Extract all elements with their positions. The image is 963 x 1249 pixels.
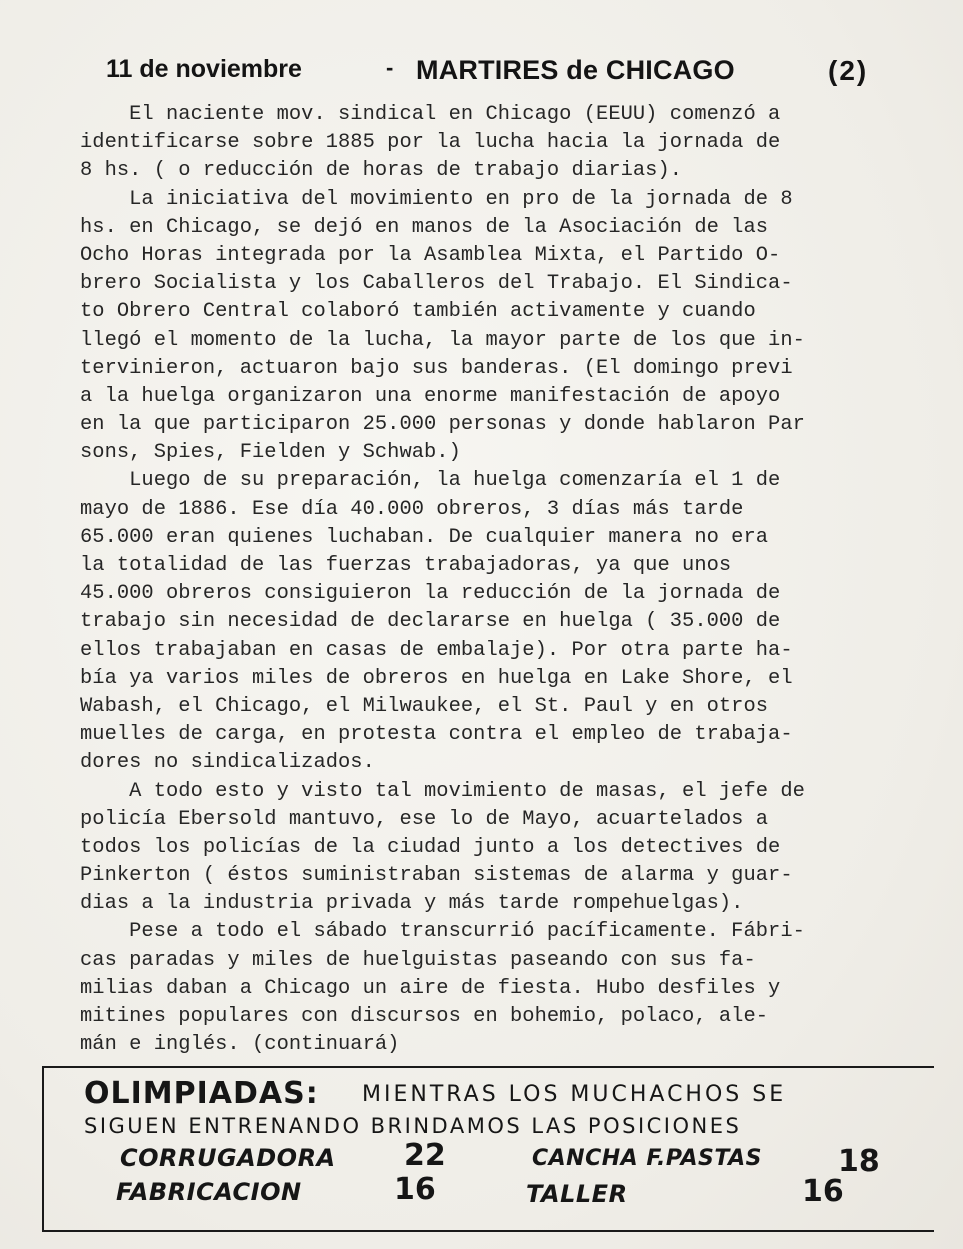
olimpiadas-heading: OLIMPIADAS: (84, 1076, 319, 1111)
text-line: sons, Spies, Fielden y Schwab.) (80, 441, 461, 465)
text-line: Ocho Horas integrada por la Asamblea Mixta, el Partido O- (80, 243, 781, 267)
text-line: to Obrero Central colaboró también activamente y cuando (80, 300, 756, 324)
olimpiadas-box (42, 1066, 934, 1232)
text-line: mayo de 1886. Ese día 40.000 obreros, 3 días más tarde (80, 497, 744, 521)
standing-team: TALLER (526, 1180, 628, 1208)
text-line: dias a la industria privada y más tarde rompehuelgas). (80, 892, 744, 916)
standing-points: 16 (802, 1174, 844, 1209)
olimpiadas-text-line2: SIGUEN ENTRENANDO BRINDAMOS LAS POSICIONES (84, 1114, 742, 1138)
text-line: trabajo sin necesidad de declararse en huelga ( 35.000 de (80, 610, 781, 634)
text-line: a la huelga organizaron una enorme manifestación de apoyo (80, 384, 781, 408)
text-line: 65.000 eran quienes luchaban. De cualquier manera no era (80, 525, 769, 549)
standing-team: CANCHA F.PASTAS (532, 1146, 763, 1171)
text-line: tervinieron, actuaron bajo sus banderas. (El domingo previ (80, 356, 793, 380)
text-line: La iniciativa del movimiento en pro de la jornada de 8 (80, 187, 793, 211)
text-line: 45.000 obreros consiguieron la reducción de la jornada de (80, 582, 781, 606)
standing-points: 16 (394, 1172, 436, 1207)
text-line: identificarse sobre 1885 por la lucha hacia la jornada de (80, 131, 781, 155)
text-line: cas paradas y miles de huelguistas paseando con sus fa- (80, 948, 756, 972)
text-line: Pinkerton ( éstos suministraban sistemas de alarma y guar- (80, 864, 793, 888)
text-line: la totalidad de las fuerzas trabajadoras, ya que unos (80, 554, 732, 577)
title-separator: - (386, 55, 394, 80)
text-line: mitines populares con discursos en bohemio, polaco, ale- (80, 1005, 769, 1028)
article-body (80, 101, 915, 1059)
standing-team: CORRUGADORA (120, 1144, 336, 1172)
standing-team: FABRICACION (116, 1178, 302, 1206)
olimpiadas-text-line1: MIENTRAS LOS MUCHACHOS SE (362, 1082, 787, 1107)
title-main: MARTIRES de CHICAGO (416, 55, 735, 85)
text-line: brero Socialista y los Caballeros del Trabajo. El Sindica- (80, 272, 793, 296)
text-line: El naciente mov. sindical en Chicago (EEUU) comenzó a (80, 103, 781, 126)
standing-points: 18 (838, 1144, 880, 1179)
text-line: policía Ebersold mantuvo, ese lo de Mayo, acuartelados a (80, 807, 769, 831)
title-page-number: (2) (828, 55, 869, 86)
text-line: A todo esto y visto tal movimiento de masas, el jefe de (80, 779, 805, 803)
text-line: Pese a todo el sábado transcurrió pacíficamente. Fábri- (80, 920, 805, 944)
standing-points: 22 (404, 1138, 446, 1173)
text-line: en la que participaron 25.000 personas y donde hablaron Par (80, 413, 805, 437)
text-line: llegó el momento de la lucha, la mayor parte de los que in- (80, 328, 805, 352)
text-line: todos los policías de la ciudad junto a los detectives de (80, 835, 781, 859)
title-date: 11 de noviembre (106, 55, 302, 83)
text-line: hs. en Chicago, se dejó en manos de la Asociación de las (80, 215, 769, 239)
text-line: bía ya varios miles de obreros en huelga en Lake Shore, el (80, 666, 793, 690)
page-title (106, 55, 906, 95)
text-line: Wabash, el Chicago, el Milwaukee, el St. Paul y en otros (80, 694, 769, 718)
text-line: milias daban a Chicago un aire de fiesta. Hubo desfiles y (80, 976, 781, 1000)
text-line: dores no sindicalizados. (80, 751, 375, 775)
text-line: 8 hs. ( o reducción de horas de trabajo diarias). (80, 159, 683, 183)
text-line: muelles de carga, en protesta contra el empleo de trabaja- (80, 723, 793, 747)
text-line: mán e inglés. (continuará) (80, 1033, 400, 1057)
text-line: Luego de su preparación, la huelga comenzaría el 1 de (80, 469, 781, 493)
text-line: ellos trabajaban en casas de embalaje). Por otra parte ha- (80, 638, 793, 662)
